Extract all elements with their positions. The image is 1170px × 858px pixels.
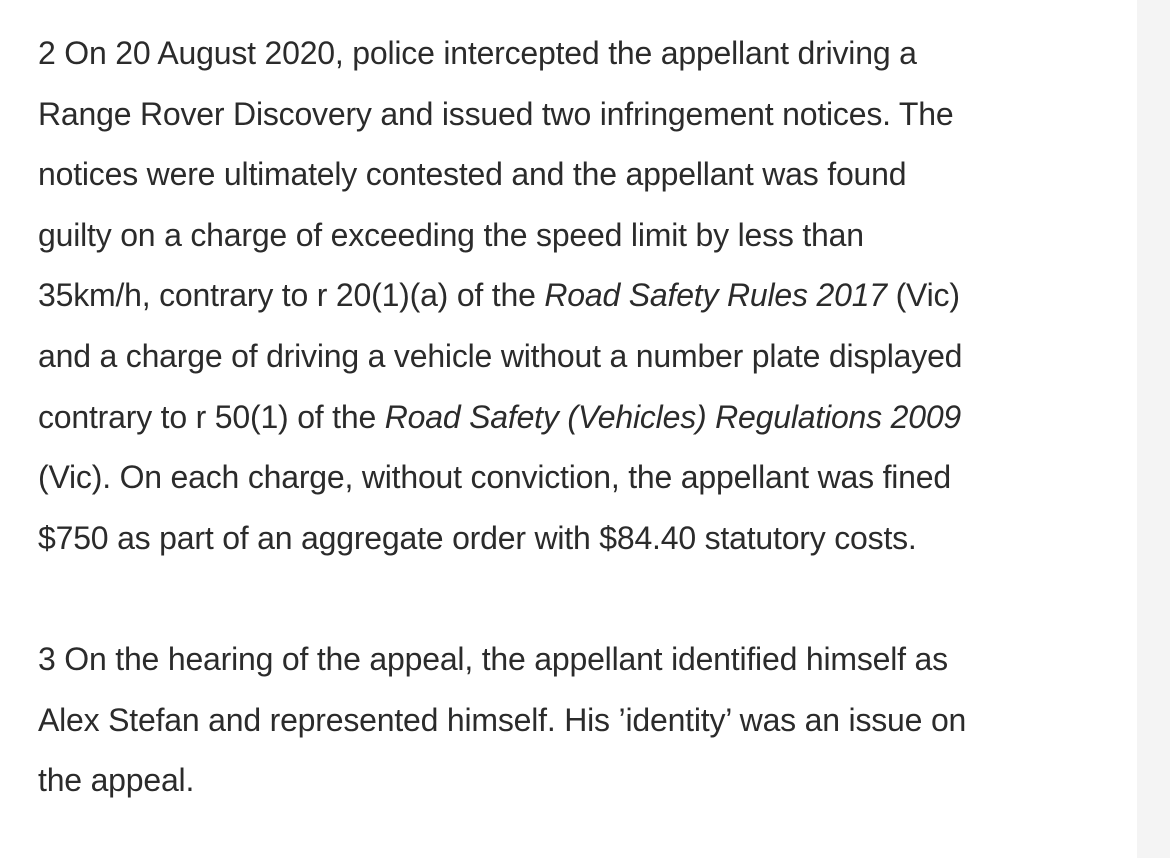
text-run: 3 On the hearing of the appeal, the appellant identified himself as bbox=[38, 640, 948, 677]
text-run: 2 On 20 August 2020, police intercepted the appellant driving a bbox=[38, 35, 917, 71]
text-run: $750 as part of an aggregate order with $84.40 statutory costs. bbox=[38, 519, 917, 556]
paragraph-line bbox=[38, 447, 1118, 508]
statute-title: Road Safety Rules 2017 bbox=[544, 277, 887, 314]
paragraph-2 bbox=[38, 23, 1118, 568]
paragraph-line bbox=[38, 326, 1118, 387]
statute-title: Road Safety (Vehicles) Regulations 2009 bbox=[384, 398, 962, 435]
text-run: notices were ultimately contested and the appellant was found bbox=[38, 156, 907, 193]
scrollbar-track[interactable] bbox=[1137, 0, 1170, 858]
text-run: Range Rover Discovery and issued two infringement notices. The bbox=[38, 95, 954, 132]
text-run: guilty on a charge of exceeding the speed limit by less than bbox=[38, 216, 864, 253]
paragraph-line bbox=[38, 205, 1118, 266]
text-run: Alex Stefan and represented himself. His ’identity’ was an issue on bbox=[38, 701, 967, 738]
paragraph-line bbox=[38, 23, 1118, 84]
paragraph-line bbox=[38, 508, 1118, 569]
text-run: the appeal. bbox=[38, 762, 195, 799]
text-run: (Vic) bbox=[886, 277, 960, 314]
paragraph-line bbox=[38, 750, 1118, 811]
paragraph-line bbox=[38, 387, 1118, 448]
paragraph-3 bbox=[38, 629, 1118, 811]
paragraph-line bbox=[38, 629, 1118, 690]
text-run: and a charge of driving a vehicle without a number plate displayed bbox=[38, 337, 963, 374]
text-run: contrary to r 50(1) of the bbox=[38, 398, 385, 435]
paragraph-line bbox=[38, 690, 1118, 751]
paragraph-line bbox=[38, 84, 1118, 145]
text-run: (Vic). On each charge, without conviction, the appellant was fined bbox=[38, 459, 951, 496]
paragraph-line bbox=[38, 144, 1118, 205]
text-run: 35km/h, contrary to r 20(1)(a) of the bbox=[38, 277, 545, 314]
document-body bbox=[38, 23, 1118, 811]
paragraph-line bbox=[38, 265, 1118, 326]
